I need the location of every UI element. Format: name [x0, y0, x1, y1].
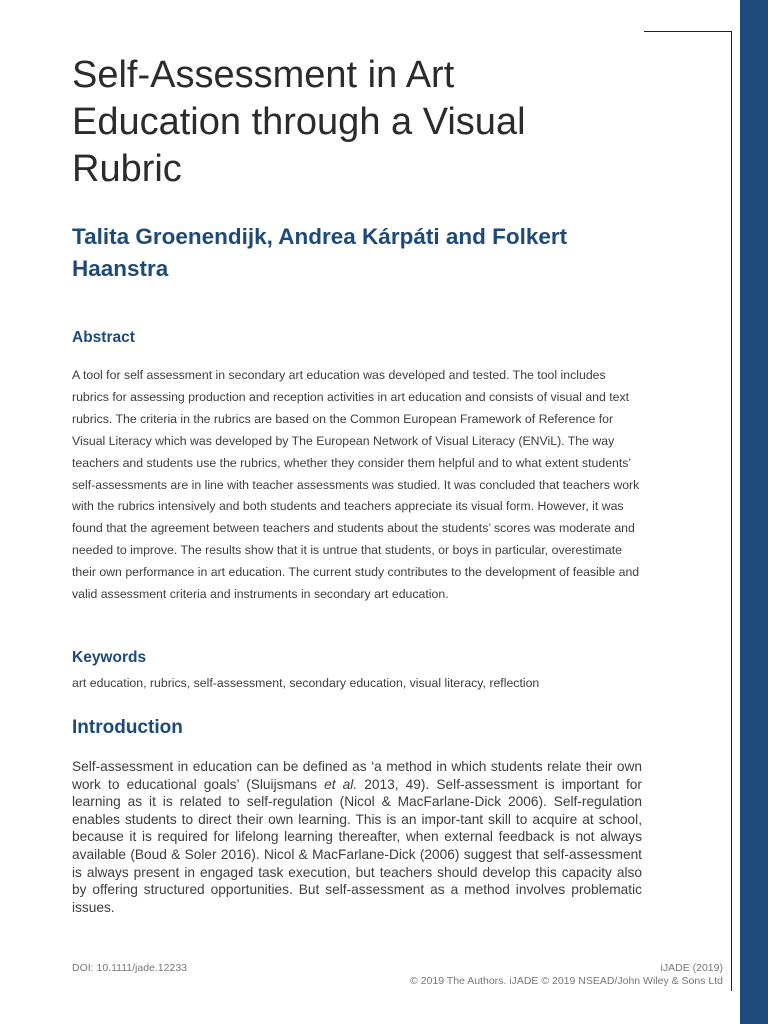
introduction-heading: Introduction	[72, 717, 183, 738]
frame-line-top	[644, 31, 732, 32]
article-authors: Talita Groenendijk, Andrea Kárpáti and Folkert Haanstra	[72, 224, 568, 281]
keywords-text: art education, rubrics, self-assessment, secondary education, visual literacy, reflection	[72, 676, 540, 690]
article-title: Self-Assessment in Art Education through a Visual Rubric	[72, 54, 526, 190]
footer-copyright: © 2019 The Authors. iJADE © 2019 NSEAD/John Wiley & Sons Ltd	[410, 975, 723, 987]
frame-line-right	[731, 31, 732, 991]
abstract-text: A tool for self assessment in secondary art education was developed and tested. The tool includes rubrics for assessing production and reception activities in art education and consists of visual and text rubrics. The criteria in the rubrics are based on the Common European Framework of Reference for Visual Literacy which was developed by The European Network of Visual Literacy (ENViL). The way teachers and students use the rubrics, whether they consider them helpful and to what extent students’ self-assessments are in line with teacher assessments was studied. It was concluded that teachers work with the rubrics intensively and both students and teachers appreciate its visual form. However, it was found that the agreement between teachers and students about the students’ scores was moderate and needed to improve. The results show that it is untrue that students, or boys in particular, overestimate their own performance in art education. The current study contributes to the development of feasible and valid assessment criteria and instruments in secondary art education.	[72, 368, 640, 602]
footer-doi: DOI: 10.1111/jade.12233	[72, 962, 188, 974]
abstract-heading: Abstract	[72, 329, 135, 346]
footer-right	[410, 962, 723, 988]
introduction-text-italic: et al.	[324, 776, 358, 792]
introduction-text-part2: 2013, 49). Self-assessment is important for learning as it is related to self-regulation (Nicol & MacFarlane-Dick 2006). Self-regulation enables students to direct their own learning. This is an impor-tant skill to acquire at school, because it is required for lifelong learning thereafter, when external feedback is not always available (Boud & Soler 2016). Nicol & MacFarlane-Dick (2006) suggest that self-assessment is always present in engaged task execution, but teachers should develop this capacity also by offering structured opportunities. But self-assessment as a method involves problematic issues.	[72, 776, 642, 915]
footer-journal: iJADE (2019)	[660, 962, 723, 974]
journal-side-bar	[740, 0, 768, 1024]
introduction-text-part1: Self-assessment in education can be defined as ‘a method in which students relate their own work to educational goals’ (Sluijsmans	[72, 759, 642, 792]
keywords-heading: Keywords	[72, 649, 147, 666]
introduction-text	[72, 758, 642, 916]
